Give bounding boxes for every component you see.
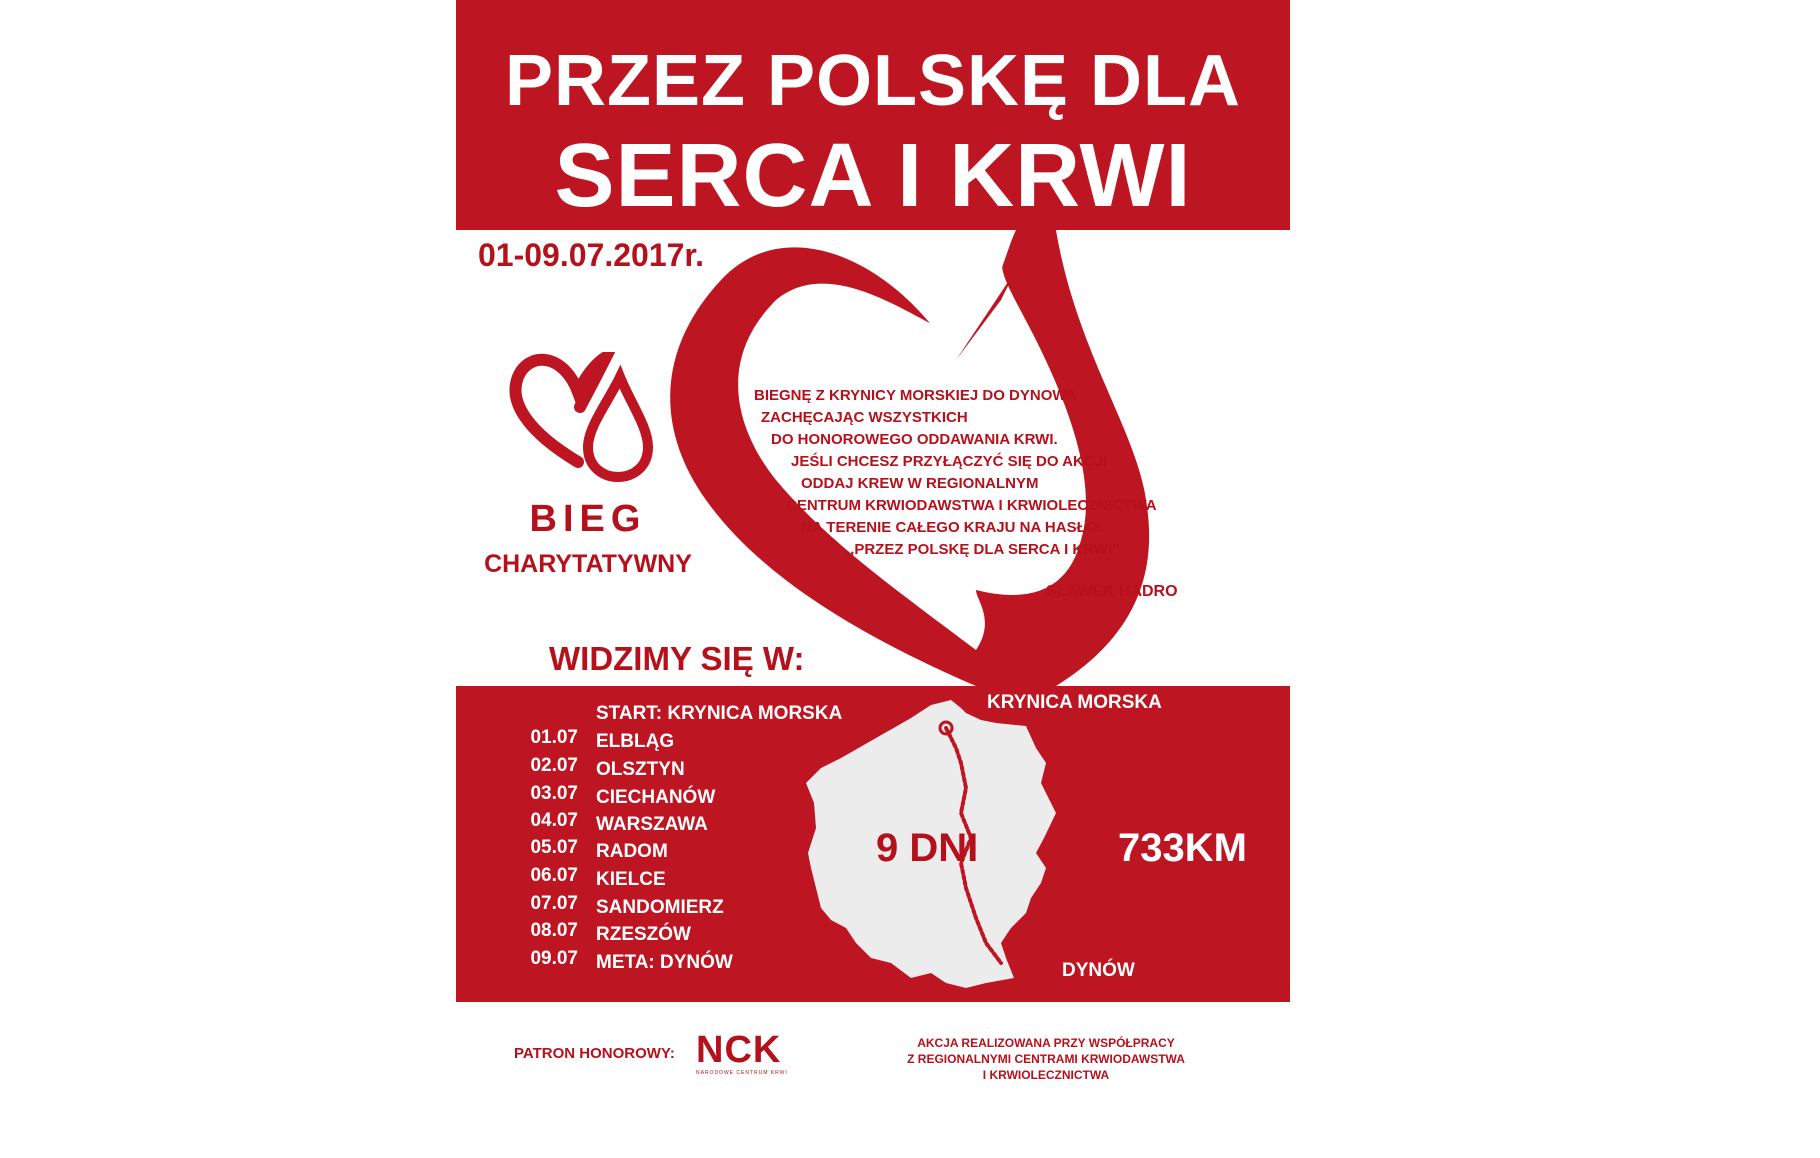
nck-logo-text: NCK — [696, 1029, 782, 1071]
schedule-city: KIELCE — [596, 869, 666, 890]
schedule-city: META: DYNÓW — [596, 952, 733, 973]
schedule-city: RZESZÓW — [596, 924, 691, 945]
distance: 733KM — [1118, 826, 1247, 870]
schedule-city: SANDOMIERZ — [596, 897, 724, 918]
cooperation-line: Z REGIONALNYMI CENTRAMI KRWIODAWSTWA — [907, 1052, 1185, 1066]
schedule-city: RADOM — [596, 841, 668, 862]
nck-logo — [696, 1030, 788, 1076]
signature: SŁAWEK HADRO — [1046, 583, 1178, 600]
message-line: ,,PRZEZ POLSKĘ DLA SERCA I KRWI” — [846, 541, 1120, 558]
message-text — [754, 385, 1157, 561]
message-line: ODDAJ KREW W REGIONALNYM — [801, 475, 1039, 492]
schedule-date: 04.07 — [530, 810, 578, 831]
schedule-start: START: KRYNICA MORSKA — [596, 703, 843, 724]
schedule-city: ELBLĄG — [596, 731, 675, 752]
schedule-date: 09.07 — [530, 948, 578, 969]
event-date: 01-09.07.2017r. — [478, 237, 704, 273]
schedule-city: OLSZTYN — [596, 759, 685, 780]
schedule-city: WARSZAWA — [596, 814, 708, 835]
heart-drop-logo-icon — [508, 352, 668, 487]
message-line: ZACHĘCAJĄC WSZYSTKICH — [761, 409, 968, 426]
schedule-date: 08.07 — [530, 920, 578, 941]
message-line: JEŚLI CHCESZ PRZYŁĄCZYĆ SIĘ DO AKCJI — [791, 453, 1108, 470]
title-line-2: SERCA I KRWI — [554, 126, 1192, 226]
days-count: 9 DNI — [876, 826, 979, 870]
schedule-city: CIECHANÓW — [596, 787, 716, 808]
message-line: CENTRUM KRWIODAWSTWA I KRWIOLECZNICTWA — [786, 497, 1157, 514]
message-line: BIEGNĘ Z KRYNICY MORSKIEJ DO DYNOWA — [754, 387, 1077, 404]
schedule-date: 01.07 — [530, 727, 578, 748]
nck-logo-subtext: NARODOWE CENTRUM KRWI — [696, 1070, 788, 1076]
cooperation-line: AKCJA REALIZOWANA PRZY WSPÓŁPRACY — [917, 1036, 1175, 1050]
logo-charytatywny: CHARYTATYWNY — [484, 550, 692, 578]
schedule-date: 07.07 — [530, 893, 578, 914]
map-end-label: DYNÓW — [1062, 960, 1135, 981]
cooperation-line: I KRWIOLECZNICTWA — [982, 1068, 1110, 1082]
schedule-date: 05.07 — [530, 837, 578, 858]
schedule-date: 03.07 — [530, 783, 578, 804]
cooperation-text — [896, 1035, 1196, 1083]
poster — [456, 0, 1290, 1158]
patron-label: PATRON HONOROWY: — [514, 1045, 675, 1062]
schedule-date: 02.07 — [530, 755, 578, 776]
title-line-1: PRZEZ POLSKĘ DLA — [504, 41, 1242, 121]
message-line: DO HONOROWEGO ODDAWANIA KRWI. — [771, 431, 1058, 448]
message-line: NA TERENIE CAŁEGO KRAJU NA HASŁO: — [801, 519, 1103, 536]
logo-bieg: BIEG — [529, 498, 647, 540]
map-start-label: KRYNICA MORSKA — [987, 692, 1162, 713]
schedule-date: 06.07 — [530, 865, 578, 886]
schedule-heading: WIDZIMY SIĘ W: — [549, 640, 805, 677]
